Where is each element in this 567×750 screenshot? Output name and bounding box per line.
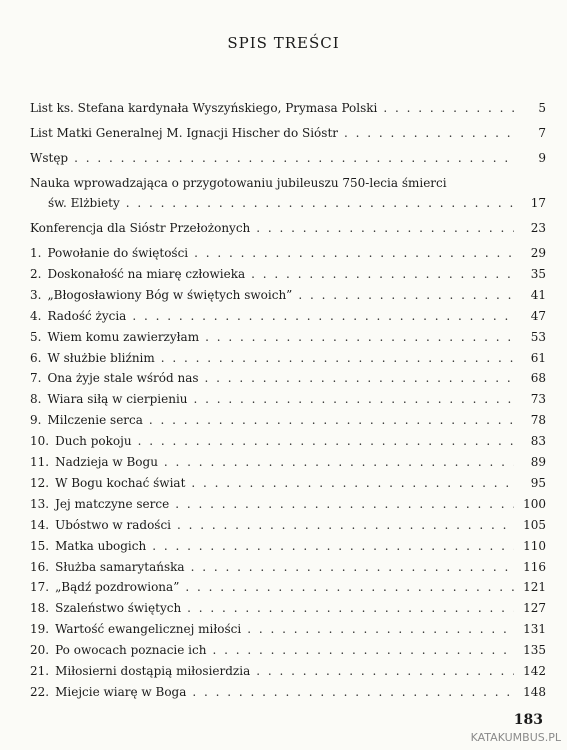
leader-dots (74, 148, 514, 168)
toc-item-page: 35 (530, 266, 546, 281)
leader-dots (251, 264, 514, 284)
toc-item-label: Duch pokoju (55, 434, 132, 449)
toc-item-number: 9. (30, 413, 42, 428)
toc-item-label: Ona żyje stale wśród nas (47, 371, 199, 386)
toc-item (30, 348, 546, 368)
toc-entry-page: 9 (538, 151, 546, 165)
leader-dots (247, 619, 514, 639)
toc-item-number: 8. (30, 392, 42, 407)
toc-item-page: 95 (530, 475, 546, 490)
page-number: 183 (513, 712, 543, 728)
toc-item (30, 389, 546, 409)
toc-item-label: W służbie bliźnim (47, 350, 155, 365)
toc-item-label: Miłosierni dostąpią miłosierdzia (55, 664, 251, 678)
toc-item-number: 11. (30, 455, 50, 469)
leader-dots (205, 368, 514, 388)
toc-item (30, 661, 546, 681)
toc-item-label: Matka ubogich (55, 538, 147, 553)
toc-item (30, 515, 546, 535)
toc-entry (30, 218, 546, 238)
toc-item-page: 121 (523, 580, 546, 595)
leader-dots (149, 410, 514, 430)
leader-dots (344, 123, 514, 143)
toc-entry (30, 98, 546, 118)
toc-item-label: Nadzieja w Bogu (55, 455, 158, 469)
toc-item-number: 20. (30, 643, 50, 658)
toc-item (30, 577, 546, 597)
page-title: SPIS TREŚCI (227, 34, 340, 52)
leader-dots (175, 494, 514, 514)
toc-item-page: 61 (530, 350, 546, 365)
leader-dots (132, 306, 514, 326)
toc-item-number: 13. (30, 496, 50, 511)
toc-item-page: 131 (523, 622, 546, 637)
leader-dots (192, 682, 514, 702)
toc-item-page: 83 (530, 434, 546, 449)
leader-dots (212, 640, 514, 660)
toc-item (30, 368, 546, 388)
toc-item (30, 598, 546, 618)
toc-item-number: 6. (30, 350, 42, 365)
toc-item-page: 148 (523, 684, 546, 699)
toc-entry-label: List ks. Stefana kardynała Wyszyńskiego, Prymasa Polski (30, 101, 378, 115)
toc-entry (30, 148, 546, 168)
toc-item-number: 21. (30, 664, 50, 678)
toc-entry-label: Nauka wprowadzająca o przygotowaniu jubileuszu 750-lecia śmierci (30, 176, 447, 190)
toc-item-number: 1. (30, 246, 42, 260)
toc-item-number: 3. (30, 287, 42, 302)
toc-item-label: Doskonałość na miarę człowieka (47, 266, 246, 281)
toc-item (30, 494, 546, 514)
leader-dots (205, 327, 514, 347)
toc-item-page: 73 (530, 392, 546, 407)
toc-entry (30, 173, 546, 193)
leader-dots (383, 98, 514, 118)
toc-item (30, 243, 546, 263)
toc-item-label: Powołanie do świętości (47, 246, 189, 260)
toc-item (30, 410, 546, 430)
toc-entry-label-cont: św. Elżbiety (48, 196, 120, 210)
toc-item-number: 22. (30, 684, 50, 699)
toc-item (30, 431, 546, 451)
toc-item-number: 15. (30, 538, 50, 553)
toc-item-label: „Bądź pozdrowiona” (55, 580, 180, 595)
leader-dots (164, 452, 514, 472)
toc-item-number: 17. (30, 580, 50, 595)
toc-item-page: 29 (530, 246, 546, 260)
toc-item-number: 12. (30, 475, 50, 490)
toc-entry (30, 123, 546, 143)
toc-item-number: 14. (30, 517, 50, 532)
toc-item (30, 536, 546, 556)
leader-dots (161, 348, 514, 368)
leader-dots (256, 218, 514, 238)
leader-dots (191, 473, 514, 493)
toc-item-page: 68 (530, 371, 546, 386)
toc-item-page: 47 (530, 308, 546, 323)
toc-entry-label: Konferencja dla Sióstr Przełożonych (30, 221, 251, 235)
toc-item-label: Miejcie wiarę w Boga (55, 684, 187, 699)
toc-item-number: 5. (30, 329, 42, 344)
toc-entry-page: 17 (530, 196, 546, 210)
leader-dots (185, 577, 514, 597)
toc-item (30, 557, 546, 577)
leader-dots (194, 243, 514, 263)
toc-item-label: Milczenie serca (47, 413, 143, 428)
toc-item-page: 41 (530, 287, 546, 302)
toc-item-page: 100 (523, 496, 546, 511)
toc-item (30, 473, 546, 493)
leader-dots (191, 557, 514, 577)
toc-item-label: Ubóstwo w radości (55, 517, 172, 532)
leader-dots (194, 389, 514, 409)
toc-item-label: Po owocach poznacie ich (55, 643, 207, 658)
toc-item (30, 452, 546, 472)
toc-item-number: 19. (30, 622, 50, 637)
toc-entry-page: 7 (538, 126, 546, 140)
toc-item-number: 4. (30, 308, 42, 323)
leader-dots (298, 285, 514, 305)
leader-dots (256, 661, 514, 681)
toc-item-number: 16. (30, 559, 50, 574)
toc-entry-label: Wstęp (30, 151, 69, 165)
toc-item-page: 110 (523, 538, 546, 553)
toc-entry-page: 23 (530, 221, 546, 235)
toc-item-page: 105 (523, 517, 546, 532)
toc-item-page: 53 (530, 329, 546, 344)
toc-entry-page: 5 (538, 101, 546, 115)
toc-item-label: Radość życia (47, 308, 127, 323)
toc-item (30, 640, 546, 660)
leader-dots (152, 536, 514, 556)
toc-item-number: 7. (30, 371, 42, 386)
toc-item (30, 285, 546, 305)
toc-item-label: Wiara siłą w cierpieniu (47, 392, 188, 407)
watermark: KATAKUMBUS.PL (470, 731, 561, 744)
toc-item-number: 10. (30, 434, 50, 449)
toc-item-label: Wartość ewangelicznej miłości (55, 622, 242, 637)
toc-item (30, 306, 546, 326)
toc-item-label: Wiem komu zawierzyłam (47, 329, 200, 344)
toc-item-number: 2. (30, 266, 42, 281)
leader-dots (187, 598, 514, 618)
leader-dots (126, 193, 514, 213)
leader-dots (138, 431, 514, 451)
toc-item-label: W Bogu kochać świat (55, 475, 186, 490)
toc-item-page: 142 (523, 664, 546, 678)
toc-item (30, 619, 546, 639)
toc-item-label: Służba samarytańska (55, 559, 185, 574)
toc-item (30, 327, 546, 347)
toc-item-label: Szaleństwo świętych (55, 601, 182, 616)
toc-item (30, 682, 546, 702)
toc-item-label: „Błogosławiony Bóg w świętych swoich” (47, 287, 293, 302)
toc-item (30, 264, 546, 284)
toc-item-page: 116 (523, 559, 546, 574)
toc-item-page: 135 (523, 643, 546, 658)
toc-item-page: 127 (523, 601, 546, 616)
toc-item-number: 18. (30, 601, 50, 616)
toc-item-page: 89 (530, 455, 546, 469)
toc-entry-label: List Matki Generalnej M. Ignacji Hischer do Sióstr (30, 126, 338, 140)
toc-entry-continuation (30, 193, 546, 213)
leader-dots (177, 515, 514, 535)
toc-item-label: Jej matczyne serce (55, 496, 170, 511)
toc-item-page: 78 (530, 413, 546, 428)
